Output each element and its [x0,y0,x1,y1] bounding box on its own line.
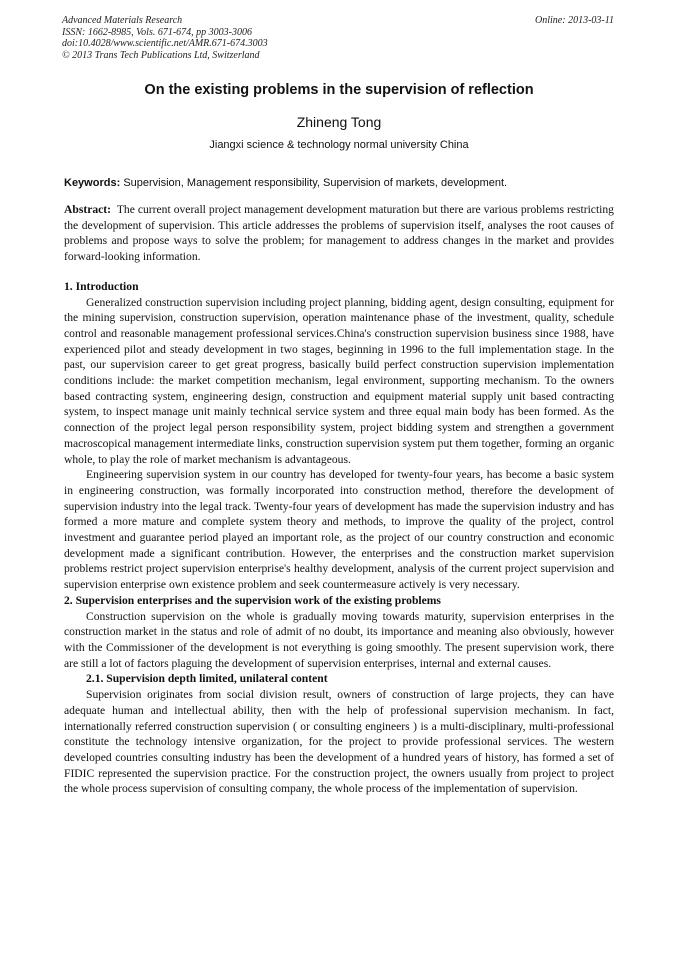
paragraph: Construction supervision on the whole is gradually moving towards maturity, supervision enterprises in the construction market in the status and role of admit of no doubt, its importance and meaning also obviously, however with the Commissioner of the development is not everything is going smoothly. The present supervision work, there are still a lot of factors plaguing the development of supervision enterprises, internal and external causes. [64,609,614,670]
abstract-label: Abstract: [64,203,112,216]
journal-name: Advanced Materials Research [62,15,183,26]
section-heading-introduction: 1. Introduction [64,279,139,293]
section-heading-existing-problems: 2. Supervision enterprises and the supervision work of the existing problems [64,593,441,607]
author-affiliation: Jiangxi science & technology normal university China [209,139,469,151]
paragraph: Generalized construction supervision including project planning, bidding agent, design consulting, equipment for the mining supervision, construction supervision, operation maintenance phase of the investment, quality, schedule control and reasonable management professional services.China's construction supervision business since 1988, have experienced pilot and steady development in two stages, beginning in 1996 to the full implementation stage. In the past, our supervision career to get great progress, basically build perfect construction supervision implementation conditions include: the market competition mechanism, legal environment, supporting mechanism. To the owners based contracting system, engineering design, construction and equipment material supply unit based contracting system, to inspect manage unit mainly technical service system and three equal main body has been formed. As the connection of the project legal person responsibility system, project bidding system and strengthen a government macroscopical management intermediate links, construction supervision system put them together, forming an organic whole, to play the role of market mechanism is advantageous. [64,295,614,466]
paragraph: Supervision originates from social division result, owners of construction of large projects, they can have adequate human and intellectual ability, then with the help of professional supervision mechanism. In fact, internationally referred construction supervision ( or consulting engineers ) is a multi-disciplinary, multi-professional constitute the technology intensive organization, for the project to provide professional services. The western developed countries consulting industry has been the development of a hundred years of history, has formed a set of FIDIC represented the supervision practice. For the construction project, the owners usually from project to project the whole process supervision of consulting company, the whole process of the implementation of supervision. [64,688,614,796]
subsection-heading-supervision-depth: 2.1. Supervision depth limited, unilateral content [86,672,328,686]
keywords-label: Keywords: [64,177,121,189]
paper-title: On the existing problems in the supervision of reflection [144,82,534,98]
paragraph: Engineering supervision system in our country has developed for twenty-four years, has become a basic system in engineering construction, was formally incorporated into construction method, therefore the development of supervision industry into the legal track. Twenty-four years of development has made the supervision industry and has formed a more mature and complete system theory and methods, to improve the quality of the project, control investment and guarantee period played an important role, as the project of our country construction and economic development made a significant contribution. However, the enterprises and the construction market supervision problems restrict project supervision enterprise's healthy development, analysis of the current project supervision and supervision enterprise own existence problem and seek countermeasure actively is very necessary. [64,468,614,592]
journal-header [62,15,268,61]
online-date: Online: 2013-03-11 [535,15,614,26]
copyright-line: © 2013 Trans Tech Publications Ltd, Switzerland [62,49,260,61]
abstract-text: The current overall project management development maturation but there are various problems restricting the development of supervision. This article addresses the problems of supervision itself, analyses the root causes of problems and propose ways to solve the problem; for management to address changes in the market and provides forward-looking information. [64,203,614,264]
issn-line: ISSN: 1662-8985, Vols. 671-674, pp 3003-3006 [62,26,252,38]
author-name: Zhineng Tong [296,114,382,130]
doi-line: doi:10.4028/www.scientific.net/AMR.671-674.3003 [62,38,268,49]
keywords [64,177,614,189]
keywords-text: Supervision, Management responsibility, Supervision of markets, development. [123,177,508,189]
paper-body [64,202,614,797]
abstract [64,202,614,265]
